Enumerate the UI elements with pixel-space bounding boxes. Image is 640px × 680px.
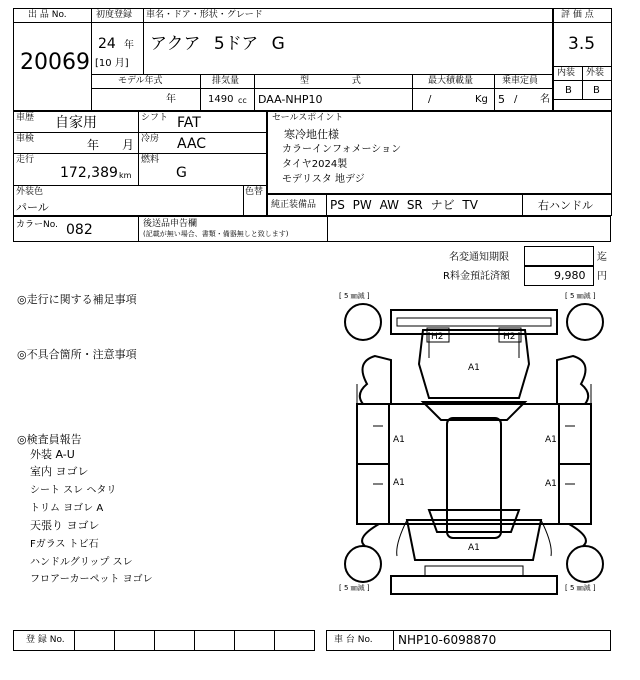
left-front-door-label: A1 <box>393 435 405 445</box>
sales-label: セールスポイント <box>272 113 344 123</box>
displacement-label: 排気量 <box>212 76 240 86</box>
type-value: DAA-NHP10 <box>258 93 323 106</box>
inspector-line-8: フロアーカーペット ヨゴレ <box>30 574 153 585</box>
left-rear-door-label: A1 <box>393 478 405 488</box>
exterior-color-label: 外装色 <box>16 187 44 197</box>
model-year-label: モデル年式 <box>118 76 163 86</box>
max-load-unit: Kg <box>475 94 488 105</box>
first-reg-year-unit: 年 <box>124 40 134 51</box>
displacement-unit: cc <box>238 96 247 105</box>
recycle-unit: 円 <box>597 271 607 282</box>
ac-label: 冷房 <box>141 134 160 144</box>
fuel-label: 燃料 <box>141 155 160 165</box>
chassis-label: 車 台 No. <box>334 635 373 645</box>
details-box <box>13 111 267 216</box>
h2-right-label: H2 <box>503 332 516 342</box>
lot-label: 出 品 No. <box>28 10 67 20</box>
inspector-line-1: 外装 A-U <box>30 448 75 461</box>
right-rear-door-label: A1 <box>545 479 557 489</box>
recycle-value: 9,980 <box>554 269 586 282</box>
sales-line-2: カラーインフォメーション <box>282 144 402 155</box>
rear-hatch-label: A1 <box>468 543 480 553</box>
defects-label: ◎不具合箇所・注意事項 <box>17 348 137 361</box>
max-load-label: 最大積載量 <box>428 76 474 86</box>
delivery-label: 後送品申告欄 <box>143 219 198 229</box>
delivery-note: (記載が無い場合、書類・備器無しと致します) <box>143 230 289 238</box>
type-label: 型 式 <box>300 76 361 86</box>
tire-rr-label: [ 5 ㎜減 ] <box>565 584 596 592</box>
first-reg-month: [10 月] <box>95 58 129 69</box>
sales-line-4: モデリスタ 地デジ <box>282 174 365 185</box>
mileage: 172,389 <box>60 165 118 181</box>
displacement: 1490 <box>208 94 234 105</box>
tire-fl-label: [ 5 ㎜減 ] <box>339 292 370 300</box>
color-change-label: 色替 <box>245 187 264 197</box>
capacity-label: 乗車定員 <box>502 76 539 86</box>
inspection-month: 月 <box>122 138 135 152</box>
tire-fr-label: [ 5 ㎜減 ] <box>565 292 596 300</box>
first-reg-label: 初度登録 <box>96 10 133 20</box>
interior-label: 内装 <box>557 68 576 78</box>
sales-line-3: タイヤ2024製 <box>282 159 348 170</box>
shift-label: シフト <box>141 113 169 123</box>
capacity: 5 <box>498 93 505 106</box>
name-change-box <box>524 246 594 266</box>
color-no: 082 <box>66 222 93 238</box>
mileage-label: 走行 <box>16 155 35 165</box>
color-delivery-box <box>13 216 611 242</box>
h2-left-label: H2 <box>431 332 444 342</box>
fuel: G <box>176 165 187 181</box>
shift: FAT <box>177 115 201 131</box>
first-reg-year: 24 <box>98 36 116 52</box>
recycle-label: R料金預託済額 <box>443 271 510 282</box>
handle: 右ハンドル <box>538 199 593 212</box>
max-load-slash: / <box>428 94 432 105</box>
exterior-color: パール <box>16 201 49 214</box>
supplement-label: ◎走行に関する補足事項 <box>17 293 137 306</box>
score: 3.5 <box>568 34 596 54</box>
tire-rl-label: [ 5 ㎜減 ] <box>339 584 370 592</box>
history-label: 車歴 <box>16 113 35 123</box>
ac: AAC <box>177 136 207 152</box>
capacity-unit: 名 <box>540 94 550 105</box>
hood-label: A1 <box>468 363 480 373</box>
inspector-label: ◎検査員報告 <box>17 433 82 446</box>
interior-grade: B <box>565 85 572 96</box>
car-damage-diagram <box>335 288 613 600</box>
history: 自家用 <box>55 115 97 131</box>
inspector-line-7: ハンドルグリップ スレ <box>30 557 133 568</box>
right-front-door-label: A1 <box>545 435 557 445</box>
inspector-line-5: 天張り ヨゴレ <box>30 519 100 532</box>
inspector-line-4: トリム ヨゴレ A <box>30 503 104 514</box>
exterior-grade: B <box>593 85 600 96</box>
exterior-label: 外装 <box>586 68 605 78</box>
name-change-unit: 迄 <box>597 252 607 263</box>
model-year-unit: 年 <box>166 94 176 105</box>
car-name: アクア 5ドア G <box>150 34 285 54</box>
sales-line-1: 寒冷地仕様 <box>284 128 339 141</box>
score-label: 評 価 点 <box>561 10 594 20</box>
lot-number: 20069 <box>20 50 90 75</box>
equipment-label: 純正装備品 <box>271 200 317 210</box>
equipment: PS PW AW SR ナビ TV <box>330 198 478 212</box>
chassis-number: NHP10-6098870 <box>398 633 497 647</box>
car-name-label: 車名・ドア・形状・グレード <box>146 10 263 20</box>
reg-label: 登 録 No. <box>26 635 65 645</box>
color-no-label: カラーNo. <box>16 220 58 230</box>
inspector-line-2: 室内 ヨゴレ <box>30 465 89 478</box>
inspection-year: 年 <box>87 138 100 152</box>
name-change-label: 名変通知期限 <box>449 252 509 263</box>
inspector-line-6: Fガラス トビ石 <box>30 539 99 550</box>
inspection-label: 車検 <box>16 134 35 144</box>
capacity-slash: / <box>514 94 518 105</box>
inspector-line-3: シート スレ ヘタリ <box>30 485 117 496</box>
mileage-unit: km <box>119 171 132 180</box>
